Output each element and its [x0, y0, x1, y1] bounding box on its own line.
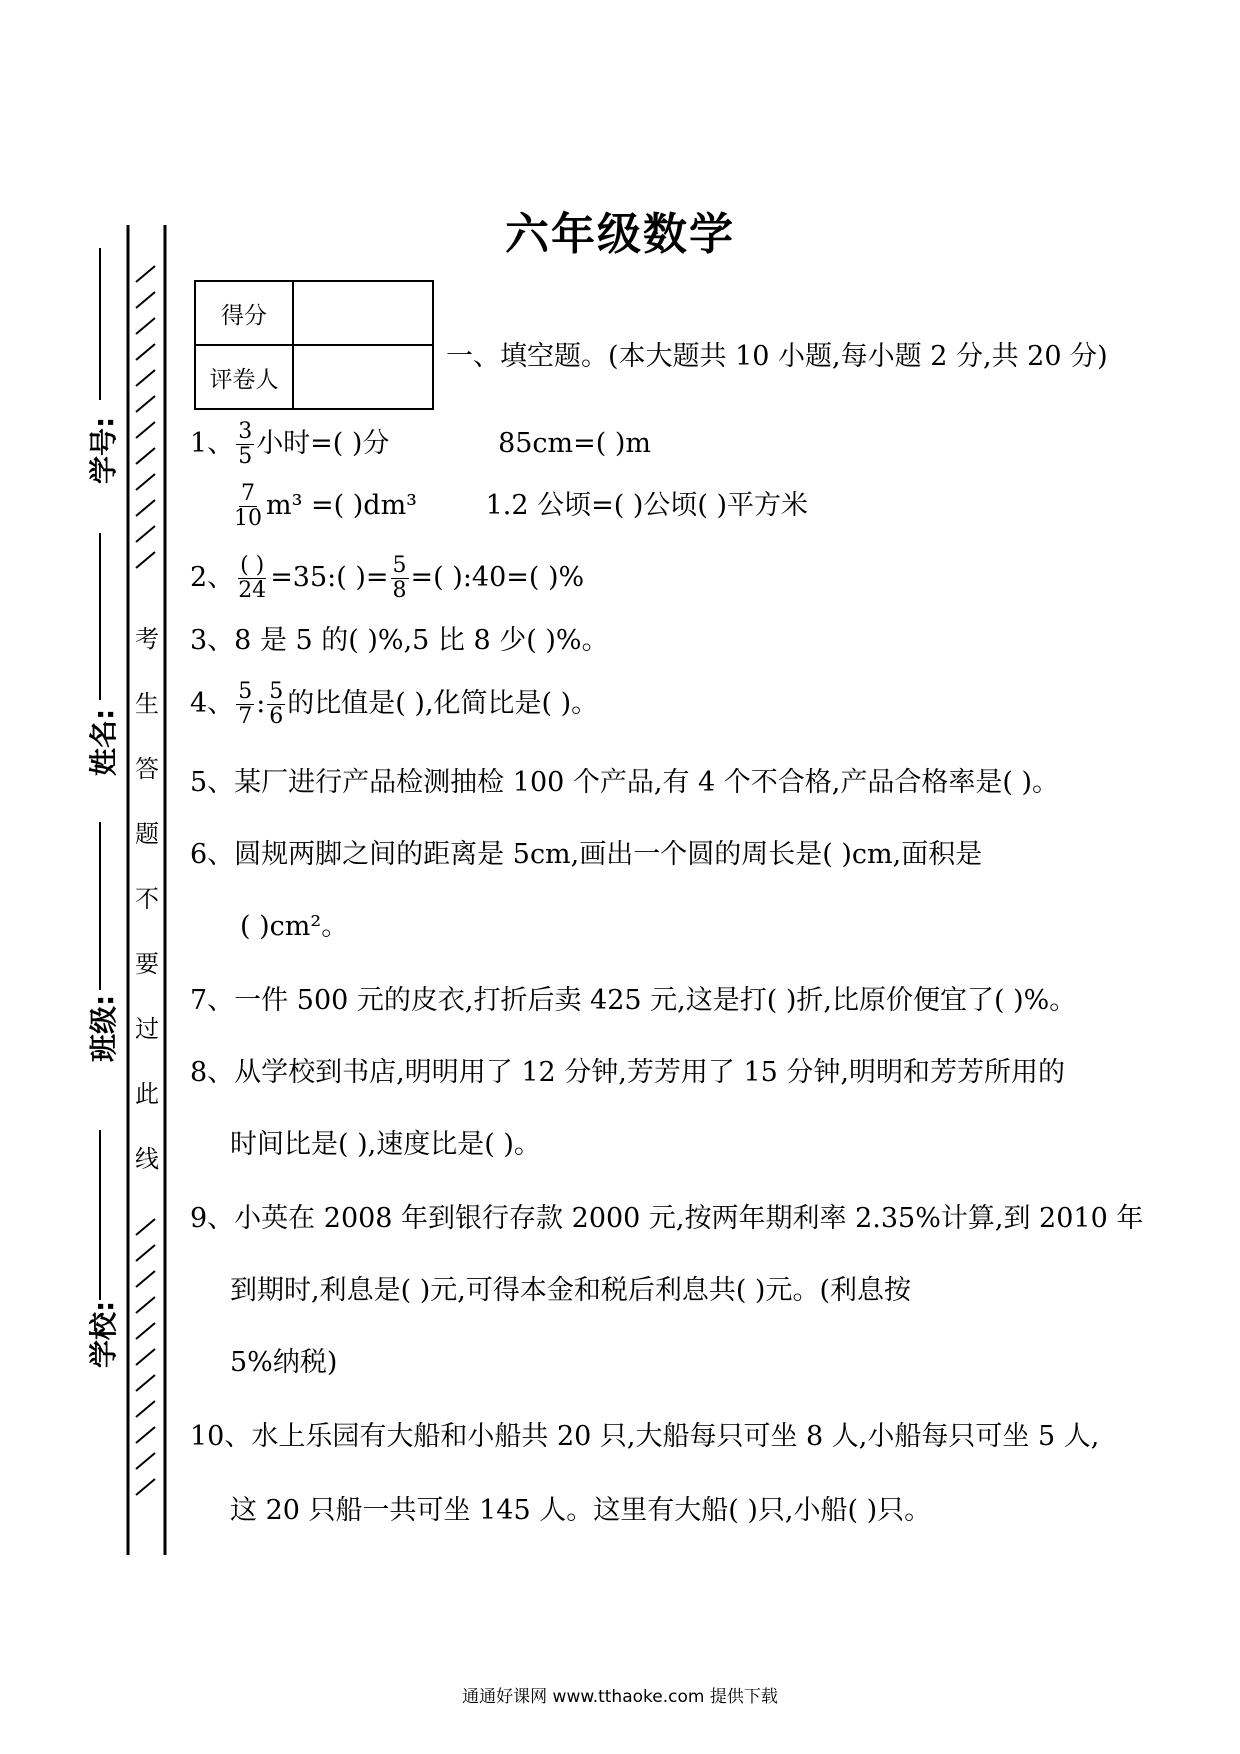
grader-cell[interactable] — [293, 345, 433, 409]
fraction: $\frac{5}{7}$ — [238, 679, 253, 729]
footer-credit: 通通好课网 www.tthaoke.com 提供下载 — [462, 1687, 778, 1707]
score-label: 得分 — [195, 281, 293, 345]
fraction: $\frac{7}{10}$ — [234, 481, 262, 531]
question-9-line-1: 9、小英在 2008 年到银行存款 2000 元,按两年期利率 2.35%计算,到 2010 年 — [190, 1203, 1144, 1234]
grader-label: 评卷人 — [195, 345, 293, 409]
question-2: 2、 $\frac{( )}{24}$ =35:( )= $\frac{5}{8}$ =( ):40=( )% — [190, 553, 585, 603]
fraction: $\frac{5}{6}$ — [269, 679, 284, 729]
question-4: 4、 $\frac{5}{7}$ : $\frac{5}{6}$ 的比值是( ),化简比是( )。 — [190, 679, 599, 729]
question-6-line-2: ( )cm²。 — [240, 911, 349, 942]
binding-margin — [0, 0, 200, 1754]
question-5: 5、某厂进行产品检测抽检 100 个产品,有 4 个不合格,产品合格率是( )。 — [190, 767, 1060, 798]
score-table — [194, 280, 434, 410]
cut-marks-bottom — [136, 1219, 155, 1495]
name-label: 姓名: — [87, 708, 120, 776]
warning-text: 考 生 答 题 不 要 过 此 线 — [135, 625, 159, 1173]
question-7: 7、一件 500 元的皮衣,打折后卖 425 元,这是打( )折,比原价便宜了( )%。 — [190, 985, 1077, 1016]
question-10-line-2: 这 20 只船一共可坐 145 人。这里有大船( )只,小船( )只。 — [230, 1495, 932, 1526]
cut-marks-top — [136, 266, 155, 568]
school-label: 学校: — [87, 1300, 120, 1368]
question-6-line-1: 6、圆规两脚之间的距离是 5cm,画出一个圆的周长是( )cm,面积是 — [190, 839, 983, 870]
page-title: 六年级数学 — [505, 209, 735, 260]
question-9-line-3: 5%纳税) — [230, 1347, 338, 1378]
score-cell[interactable] — [293, 281, 433, 345]
student-no-label: 学号: — [87, 416, 120, 484]
fraction: $\frac{( )}{24}$ — [238, 553, 267, 603]
question-10-line-1: 10、水上乐园有大船和小船共 20 只,大船每只可坐 8 人,小船每只可坐 5 人, — [190, 1421, 1100, 1452]
class-label: 班级: — [87, 994, 120, 1062]
question-3: 3、8 是 5 的( )%,5 比 8 少( )%。 — [190, 625, 609, 656]
fraction: $\frac{5}{8}$ — [392, 553, 407, 603]
question-9-line-2: 到期时,利息是( )元,可得本金和税后利息共( )元。(利息按 — [230, 1275, 911, 1306]
question-8-line-2: 时间比是( ),速度比是( )。 — [230, 1129, 541, 1160]
question-1-line-1: 1、 $\frac{3}{5}$ 小时=( )分 85cm=( )m — [190, 419, 652, 469]
question-1-line-2: $\frac{7}{10}$ m³ =( )dm³ 1.2 公顷=( )公顷( )平方米 — [234, 481, 809, 531]
fraction: $\frac{3}{5}$ — [238, 419, 253, 469]
section-heading: 一、填空题。(本大题共 10 小题,每小题 2 分,共 20 分) — [446, 341, 1108, 372]
question-8-line-1: 8、从学校到书店,明明用了 12 分钟,芳芳用了 15 分钟,明明和芳芳所用的 — [190, 1057, 1065, 1088]
